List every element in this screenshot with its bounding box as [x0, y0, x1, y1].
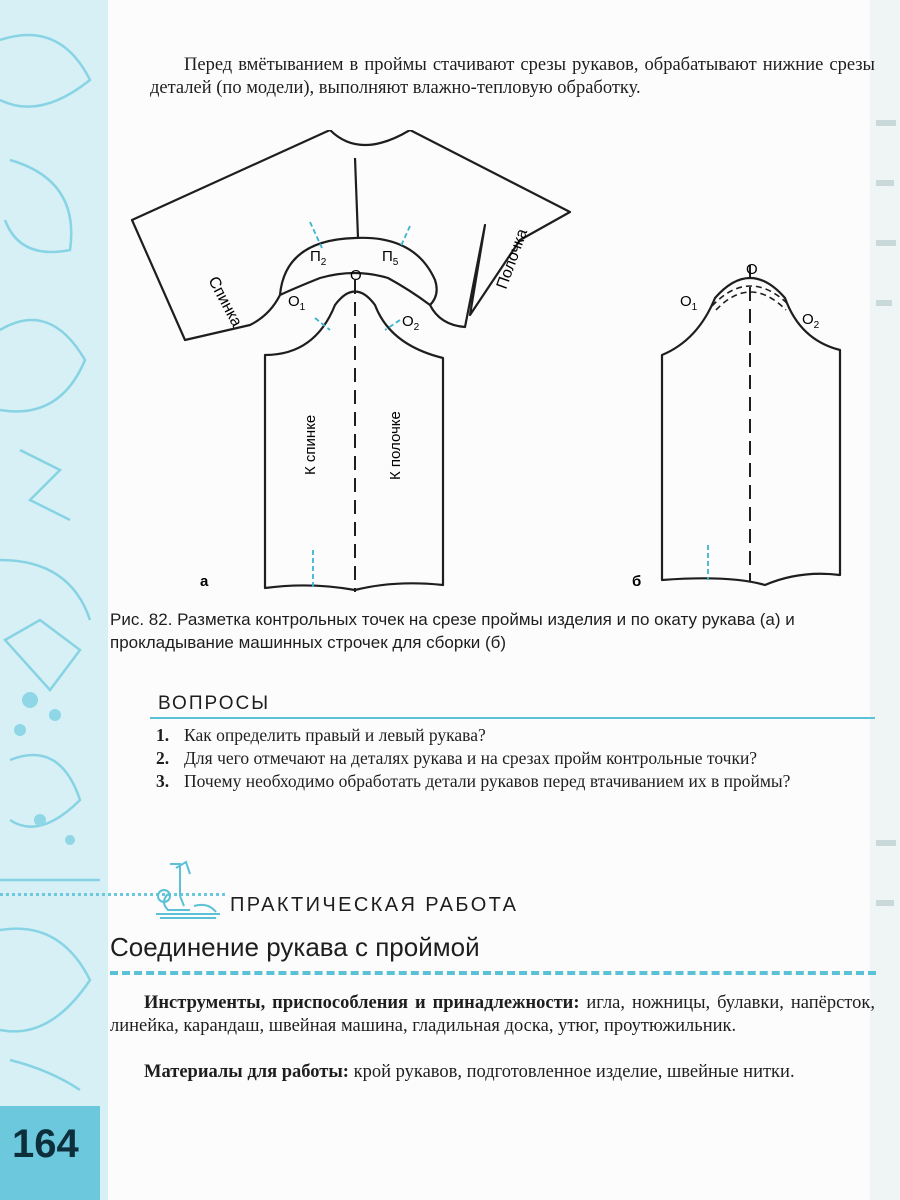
list-item: 1. Как определить правый и левый рукава?: [156, 725, 486, 745]
panel-a-label: а: [200, 573, 209, 590]
label-p2: $П_2$: [310, 248, 327, 268]
sewing-machine-icon: [150, 856, 222, 922]
label-p5: $П_5$: [382, 248, 399, 268]
list-item: 3. Почему необходимо обработать детали рукавов перед втачиванием их в проймы?: [156, 771, 791, 791]
label-o2: $О_2$: [402, 313, 420, 333]
figure-82: [110, 130, 890, 600]
label-front: Полочка: [493, 226, 532, 292]
label-o1: $О_1$: [288, 293, 306, 313]
questions-rule: [150, 717, 875, 719]
shoulder-seam: [355, 158, 358, 238]
questions-heading: ВОПРОСЫ: [158, 693, 271, 714]
intro-paragraph: Перед вмётыванием в проймы стачивают срезы рукавов, обрабатывают нижние срезы деталей (по модели), выполняют влажно-тепловую обработку.: [150, 55, 875, 98]
section-title: Соединение рукава с проймой: [110, 932, 480, 962]
b-label-o: О: [746, 261, 758, 278]
materials-text: крой рукавов, подготовленное изделие, швейные нитки.: [348, 1062, 795, 1082]
figure-caption: Рис. 82. Разметка контрольных точек на срезе проймы изделия и по окату рукава (а) и прокладывание машинных строчек для сборки (б): [110, 610, 795, 652]
label-o: О: [350, 267, 362, 284]
practice-heading: ПРАКТИЧЕСКАЯ РАБОТА: [230, 894, 519, 916]
tools-paragraph: [110, 992, 875, 1038]
tools-label: Инструменты, приспособления и принадлежности:: [144, 993, 580, 1013]
tools-text: игла, ножницы, булавки, напёрсток, линейка, карандаш, швейная машина, гладильная доска, утюг, проутюжильник.: [110, 993, 875, 1036]
page-number-box: [0, 1106, 100, 1200]
page-number: 164: [12, 1122, 79, 1166]
bodice-outline: [132, 130, 570, 340]
label-to-front: К полочке: [387, 411, 404, 480]
materials-paragraph: [110, 1061, 875, 1084]
questions-list: [156, 724, 875, 793]
list-item: 2. Для чего отмечают на деталях рукава и на срезах пройм контрольные точки?: [156, 748, 758, 768]
materials-label: Материалы для работы:: [144, 1062, 349, 1082]
section-dashed-rule: [110, 971, 876, 975]
panel-b-label: б: [632, 573, 642, 590]
left-decorative-border: [0, 0, 108, 1200]
b-label-o2: $О_2$: [802, 311, 820, 331]
label-to-back: К спинке: [302, 414, 319, 475]
label-back: Спинка: [204, 273, 245, 330]
b-label-o1: $О_1$: [680, 293, 698, 313]
